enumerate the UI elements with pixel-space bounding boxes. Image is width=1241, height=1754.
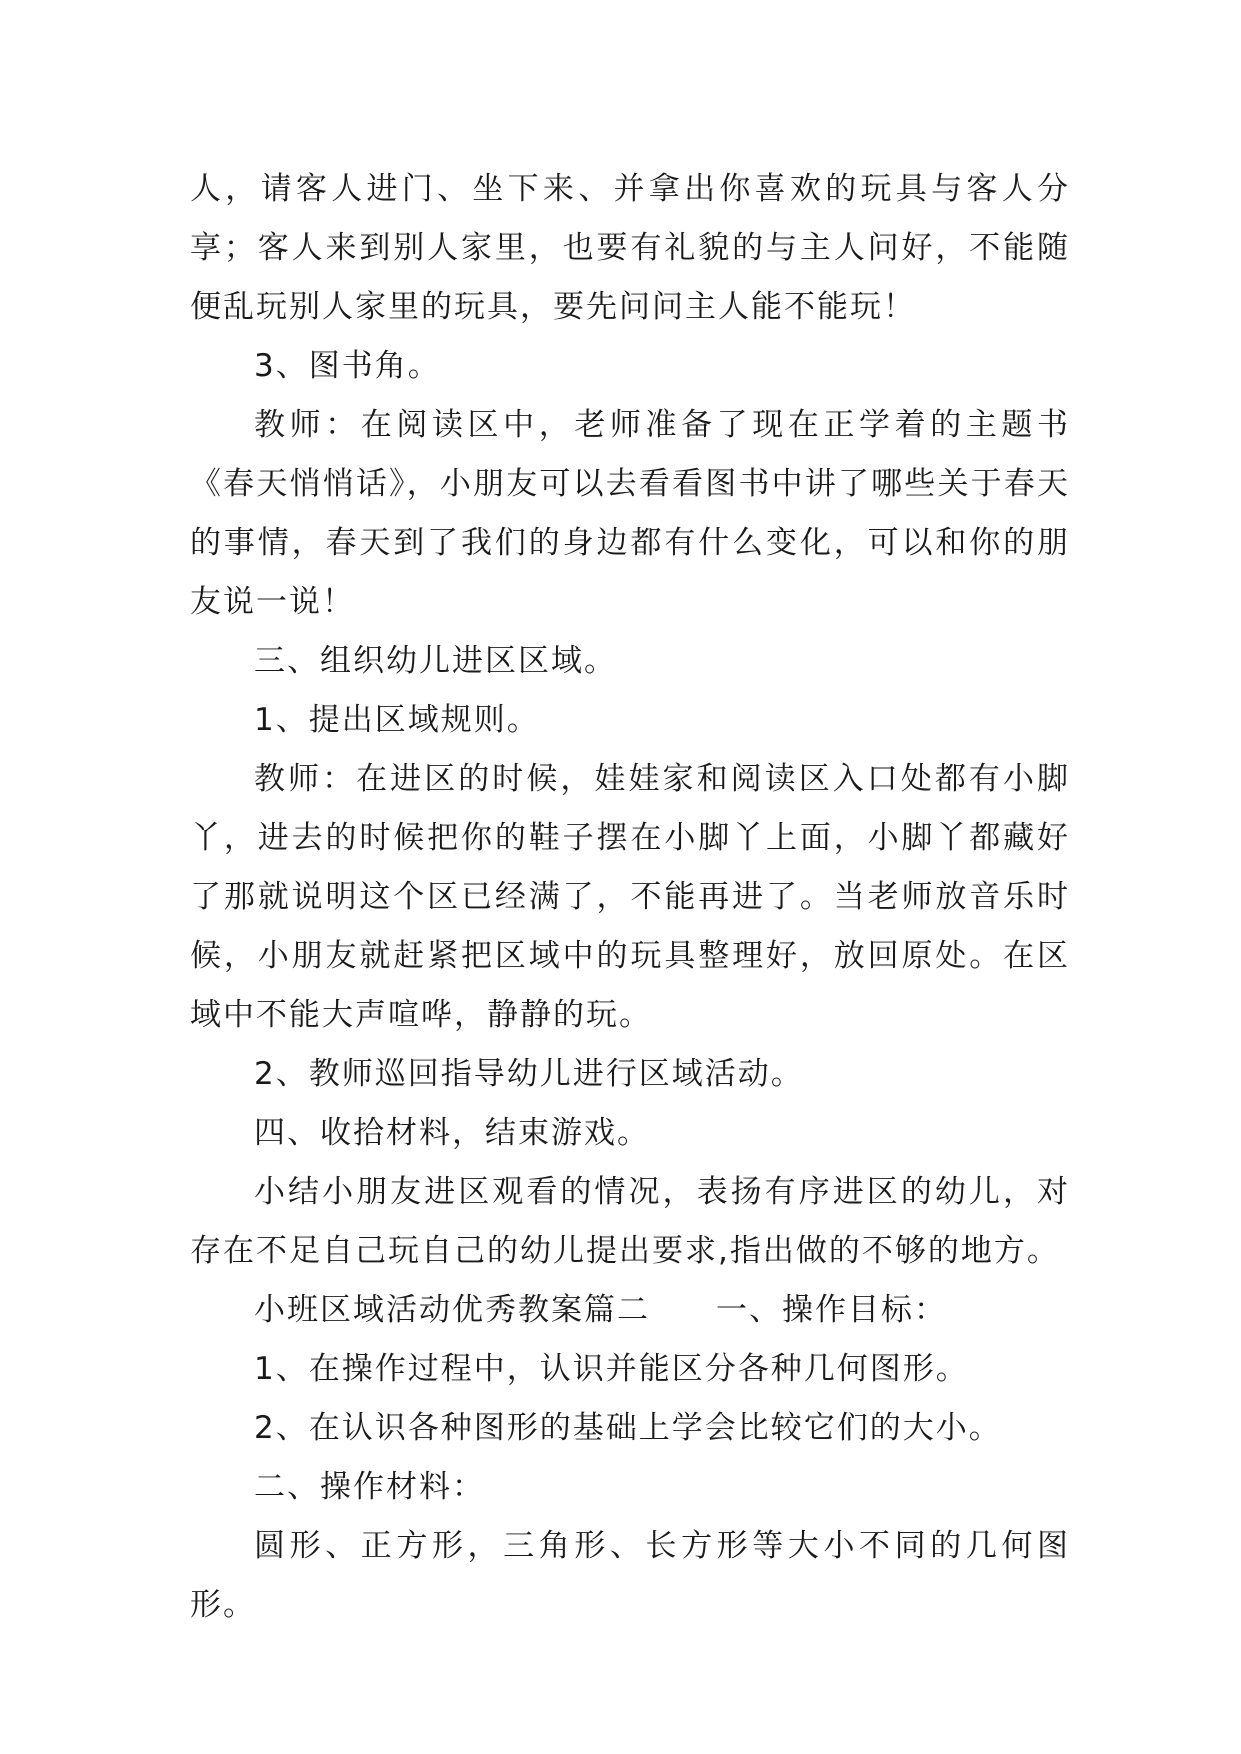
paragraph-14: 圆形、正方形，三角形、长方形等大小不同的几何图形。: [190, 1528, 1070, 1623]
paragraph-5: 1、提出区域规则。: [254, 702, 540, 738]
paragraph-8: 四、收拾材料，结束游戏。: [254, 1115, 650, 1151]
paragraph-11: 1、在操作过程中，认识并能区分各种几何图形。: [254, 1351, 969, 1387]
paragraph-7: 2、教师巡回指导幼儿进行区域活动。: [254, 1056, 804, 1092]
paragraph-6: 教师：在进区的时候，娃娃家和阅读区入口处都有小脚丫，进去的时候把你的鞋子摆在小脚丫上面，小脚丫都藏好了那就说明这个区已经满了，不能再进了。当老师放音乐时候，小朋友就赶紧把区域中的玩具整理好，放回原处。在区域中不能大声喧哗，静静的玩。: [190, 761, 1070, 1033]
paragraph-3: 教师：在阅读区中，老师准备了现在正学着的主题书《春天悄悄话》，小朋友可以去看看图书中讲了哪些关于春天的事情，春天到了我们的身边都有什么变化，可以和你的朋友说一说！: [190, 407, 1070, 620]
paragraph-9: 小结小朋友进区观看的情况，表扬有序进区的幼儿，对存在不足自己玩自己的幼儿提出要求,指出做的不够的地方。: [190, 1174, 1070, 1269]
paragraph-4: 三、组织幼儿进区区域。: [254, 643, 617, 679]
paragraph-2: 3、图书角。: [254, 348, 441, 384]
paragraph-10: 小班区域活动优秀教案篇二 一、操作目标：: [254, 1292, 947, 1328]
paragraph-12: 2、在认识各种图形的基础上学会比较它们的大小。: [254, 1410, 1002, 1446]
document-body: [190, 160, 1070, 1635]
paragraph-13: 二、操作材料：: [254, 1469, 485, 1505]
paragraph-1: 人，请客人进门、坐下来、并拿出你喜欢的玩具与客人分享；客人来到别人家里，也要有礼貌的与主人问好，不能随便乱玩别人家里的玩具，要先问问主人能不能玩！: [190, 171, 1070, 325]
